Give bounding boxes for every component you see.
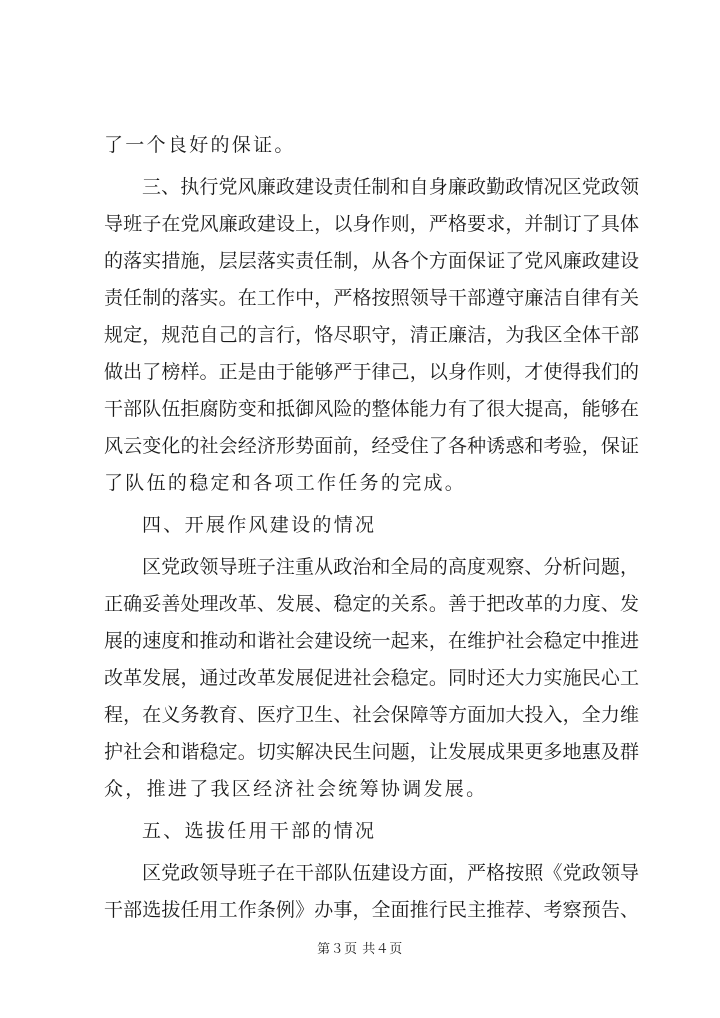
section-heading: 四、开展作风建设的情况 — [142, 514, 377, 536]
body-line: 护社会和谐稳定。切实解决民生问题，让发展成果更多地惠及群 — [104, 741, 639, 763]
body-line: 做出了榜样。正是由于能够严于律己，以身作则，才使得我们的 — [104, 361, 639, 383]
page-number-footer: 第３页 共４页 — [317, 942, 403, 957]
body-line: 展的速度和推动和谐社会建设统一起来，在维护社会稳定中推进 — [104, 630, 639, 652]
body-line: 正确妥善处理改革、发展、稳定的关系。善于把改革的力度、发 — [104, 593, 639, 615]
body-line: 区党政领导班子注重从政治和全局的高度观察、分析问题， — [142, 556, 639, 578]
body-line: 风云变化的社会经济形势面前，经受住了各种诱惑和考验，保证 — [104, 435, 639, 457]
body-line: 导班子在党风廉政建设上，以身作则，严格要求，并制订了具体 — [104, 213, 639, 235]
body-line: 的落实措施，层层落实责任制，从各个方面保证了党风廉政建设 — [104, 250, 639, 272]
body-line: 责任制的落实。在工作中，严格按照领导干部遵守廉洁自律有关 — [104, 287, 639, 309]
body-line: 区党政领导班子在干部队伍建设方面，严格按照《党政领导 — [142, 862, 639, 884]
body-line: 干部队伍拒腐防变和抵御风险的整体能力有了很大提高，能够在 — [104, 398, 639, 420]
section-heading: 五、选拔任用干部的情况 — [142, 820, 377, 842]
body-line: 程，在义务教育、医疗卫生、社会保障等方面加大投入，全力维 — [104, 704, 639, 726]
document-body — [104, 127, 639, 929]
body-line: 干部选拔任用工作条例》办事，全面推行民主推荐、考察预告、 — [104, 899, 639, 921]
body-line: 了队伍的稳定和各项工作任务的完成。 — [104, 472, 467, 494]
body-line: 改革发展，通过改革发展促进社会稳定。同时还大力实施民心工 — [104, 667, 639, 689]
body-line: 了一个良好的保证。 — [104, 134, 296, 156]
body-line: 规定，规范自己的言行，恪尽职守，清正廉洁，为我区全体干部 — [104, 324, 639, 346]
section-heading-line: 三、执行党风廉政建设责任制和自身廉政勤政情况区党政领 — [142, 176, 639, 198]
body-line: 众，推进了我区经济社会统筹协调发展。 — [104, 778, 488, 800]
